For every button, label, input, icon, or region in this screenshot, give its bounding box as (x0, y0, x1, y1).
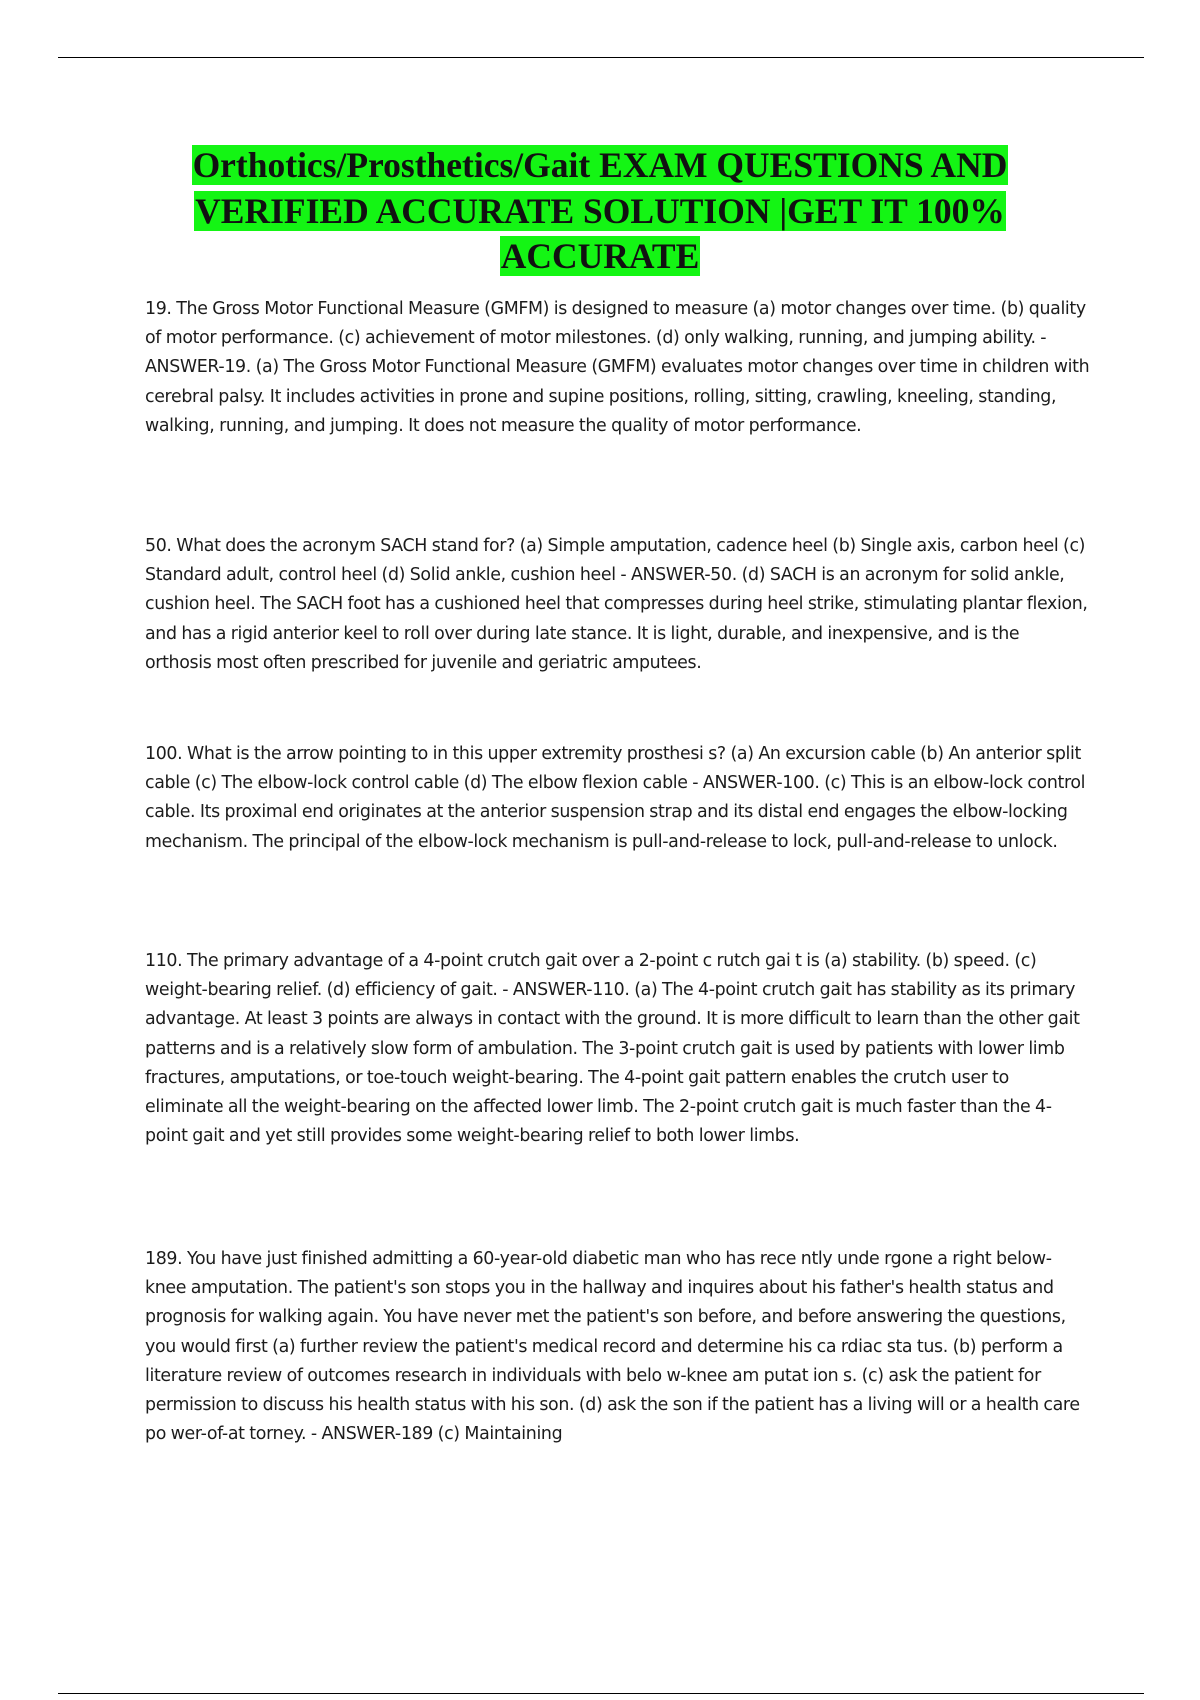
bottom-rule (58, 1693, 1144, 1694)
title-line-2: VERIFIED ACCURATE SOLUTION |GET IT 100% (195, 190, 1005, 231)
question-50-paragraph: 50. What does the acronym SACH stand for? (a) Simple amputation, cadence heel (b) Single axis, carbon heel (c) Standard adult, control heel (d) Solid ankle, cushion heel - ANSWER-50. (d) SACH is an acronym for solid ankle, cushion heel. The SACH foot has a cushioned heel that compresses during heel strike, stimulating plantar flexion, and has a rigid anterior keel to roll over during late stance. It is light, durable, and inexpensive, and is the orthosis most often prescribed for juvenile and geriatric amputees. (145, 536, 1088, 673)
top-rule (58, 57, 1144, 58)
question-100-paragraph: 100. What is the arrow pointing to in this upper extremity prosthesi s? (a) An excursion cable (b) An anterior split cable (c) The elbow-lock control cable (d) The elbow flexion cable - ANSWER-100. (c) This is an elbow-lock control cable. Its proximal end originates at the anterior suspension strap and its distal end engages the elbow-locking mechanism. The principal of the elbow-lock mechanism is pull-and-release to lock, pull-and-release to unlock. (145, 744, 1086, 852)
question-189-paragraph: 189. You have just finished admitting a 60-year-old diabetic man who has rece ntly unde rgone a right below-knee amputation. The patient's son stops you in the hallway and inquires about his father's health status and prognosis for walking again. You have never met the patient's son before, and before answering the questions, you would first (a) further review the patient's medical record and determine his ca rdiac sta tus. (b) perform a literature review of outcomes research in individuals with belo w-knee am putat ion s. (c) ask the patient for permission to discuss his health status with his son. (d) ask the son if the patient has a living will or a health care po wer-of-at torney. - ANSWER-189 (c) Maintaining (145, 1249, 1080, 1445)
title-line-1: Orthotics/Prosthetics/Gait EXAM QUESTIONS AND (192, 145, 1008, 185)
question-19-paragraph: 19. The Gross Motor Functional Measure (GMFM) is designed to measure (a) motor changes over time. (b) quality of motor performance. (c) achievement of motor milestones. (d) only walking, running, and jumping ability. - ANSWER-19. (a) The Gross Motor Functional Measure (GMFM) evaluates motor changes over time in children with cerebral palsy. It includes activities in prone and supine positions, rolling, sitting, crawling, kneeling, standing, walking, running, and jumping. It does not measure the quality of motor performance. (145, 299, 1090, 436)
title-line-3: ACCURATE (500, 236, 700, 276)
question-110-paragraph: 110. The primary advantage of a 4-point crutch gait over a 2-point c rutch gai t is (a) stability. (b) speed. (c) weight-bearing relief. (d) efficiency of gait. - ANSWER-110. (a) The 4-point crutch gait has stability as its primary advantage. At least 3 points are always in contact with the ground. It is more difficult to learn than the other gait patterns and is a relatively slow form of ambulation. The 3-point crutch gait is used by patients with lower limb fractures, amputations, or toe-touch weight-bearing. The 4-point gait pattern enables the crutch user to eliminate all the weight-bearing on the affected lower limb. The 2-point crutch gait is much faster than the 4-point gait and yet still provides some weight-bearing relief to both lower limbs. (145, 951, 1080, 1147)
document-title (145, 143, 1055, 280)
